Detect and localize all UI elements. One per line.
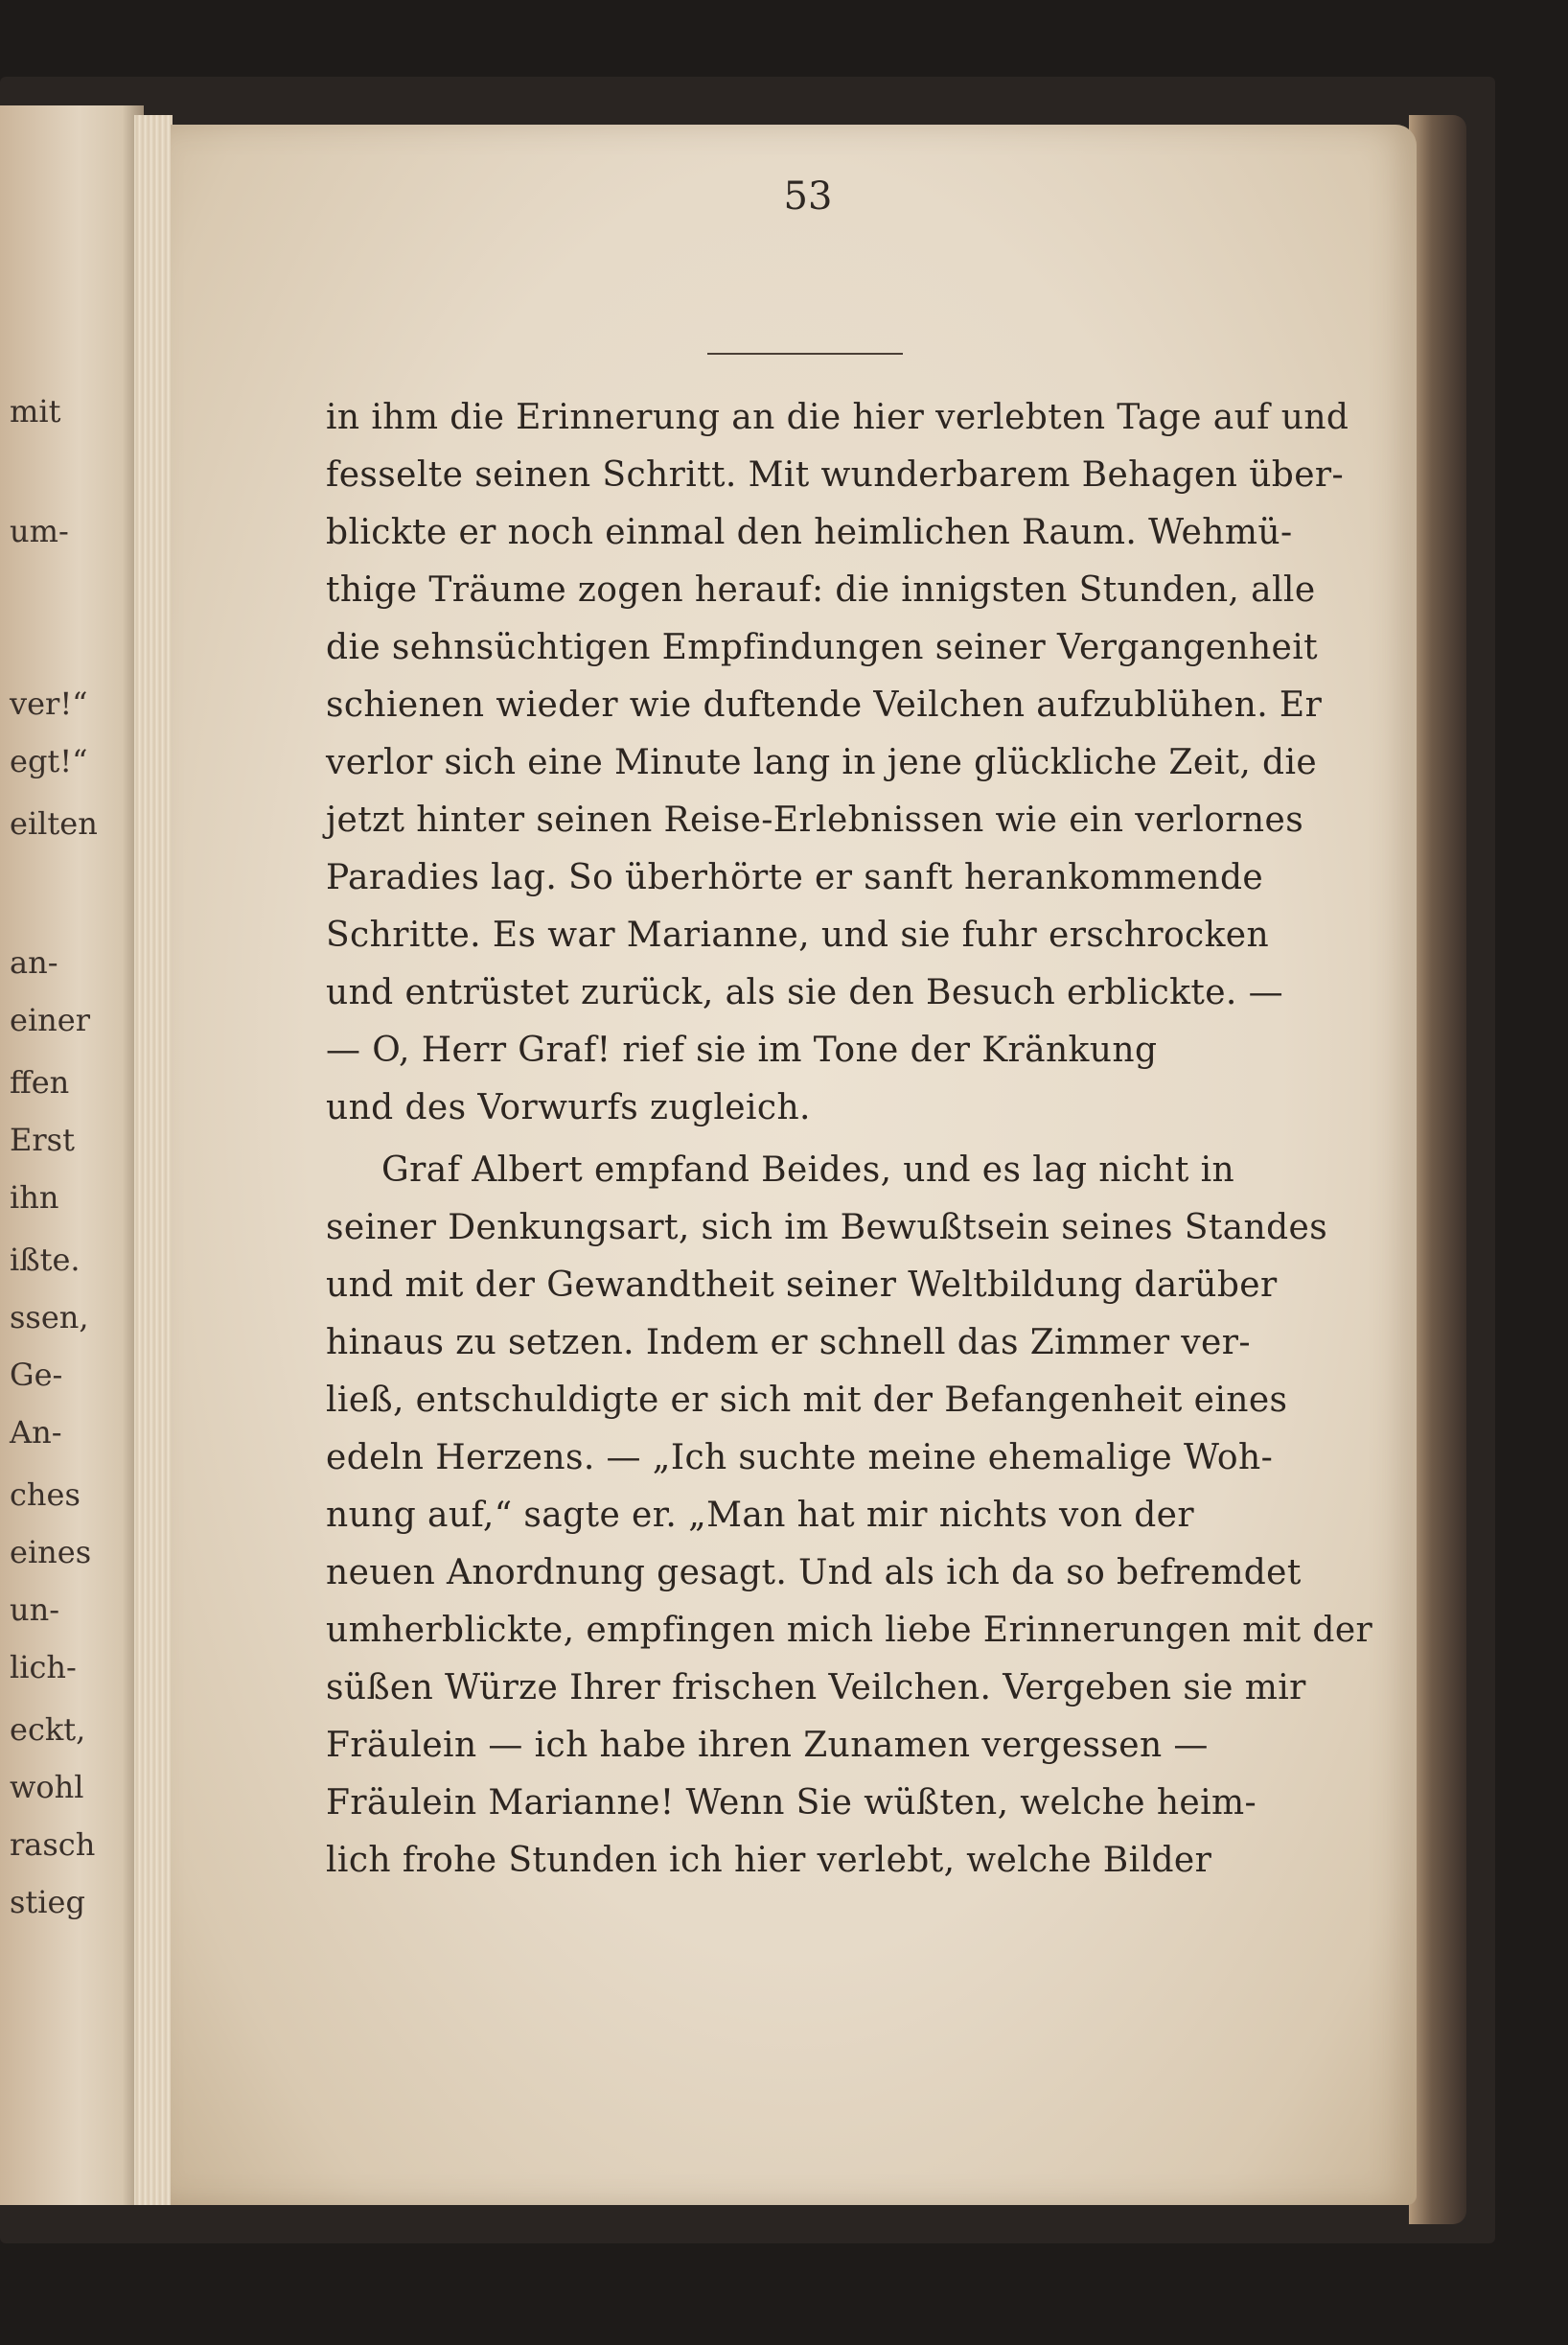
text-line: thige Träume zogen herauf: die innigsten Stunden, alle <box>326 570 1316 610</box>
text-line: und mit der Gewandtheit seiner Weltbildung darüber <box>326 1265 1278 1305</box>
left-fragment: eilten <box>10 805 98 842</box>
text-line: jetzt hinter seinen Reise-Erlebnissen wie ein verlornes <box>326 801 1304 840</box>
left-fragment: ver!“ <box>10 685 88 722</box>
page-number-rule <box>707 353 903 355</box>
left-fragment: un- <box>10 1591 60 1628</box>
book-cover-edge <box>1409 115 1466 2224</box>
left-fragment: ssen, <box>10 1299 89 1335</box>
text-line: Paradies lag. So überhörte er sanft herankommende <box>326 858 1264 897</box>
text-line: und entrüstet zurück, als sie den Besuch erblickte. — <box>326 973 1284 1012</box>
left-fragment: ffen <box>10 1064 70 1101</box>
text-line: lich frohe Stunden ich hier verlebt, welche Bilder <box>326 1841 1212 1880</box>
left-fragment: Ge- <box>10 1357 63 1393</box>
text-line: Graf Albert empfand Beides, und es lag nicht in <box>381 1150 1235 1190</box>
left-fragment: eckt, <box>10 1711 86 1748</box>
text-line: verlor sich eine Minute lang in jene glückliche Zeit, die <box>326 743 1318 782</box>
text-line: neuen Anordnung gesagt. Und als ich da so befremdet <box>326 1553 1302 1592</box>
text-line: ließ, entschuldigte er sich mit der Befangenheit eines <box>326 1381 1288 1420</box>
text-line: nung auf,“ sagte er. „Man hat mir nichts von der <box>326 1496 1194 1535</box>
text-line: edeln Herzens. — „Ich suchte meine ehemalige Woh- <box>326 1438 1274 1477</box>
left-fragment: lich- <box>10 1649 77 1685</box>
text-line: Schritte. Es war Marianne, und sie fuhr erschrocken <box>326 916 1270 955</box>
page-edges <box>134 115 173 2205</box>
text-line: schienen wieder wie duftende Veilchen aufzublühen. Er <box>326 685 1323 725</box>
left-fragment: ihn <box>10 1179 59 1216</box>
left-fragment: ches <box>10 1476 81 1513</box>
text-line: süßen Würze Ihrer frischen Veilchen. Vergeben sie mir <box>326 1668 1306 1707</box>
text-line: in ihm die Erinnerung an die hier verlebten Tage auf und <box>326 398 1349 437</box>
text-line: Fräulein — ich habe ihren Zunamen vergessen — <box>326 1726 1209 1765</box>
text-line: fesselte seinen Schritt. Mit wunderbarem Behagen über- <box>326 455 1345 495</box>
text-line: blickte er noch einmal den heimlichen Raum. Wehmü- <box>326 513 1293 552</box>
left-fragment: mit <box>10 393 61 430</box>
page-number: 53 <box>783 174 833 219</box>
left-fragment: Erst <box>10 1122 75 1158</box>
text-line: die sehnsüchtigen Empfindungen seiner Vergangenheit <box>326 628 1319 667</box>
text-line: Fräulein Marianne! Wenn Sie wüßten, welche heim- <box>326 1783 1257 1823</box>
left-fragment: eines <box>10 1534 92 1570</box>
left-fragment: ißte. <box>10 1242 81 1278</box>
left-fragment: um- <box>10 513 69 549</box>
left-fragment: rasch <box>10 1826 96 1863</box>
text-line: — O, Herr Graf! rief sie im Tone der Kränkung <box>326 1031 1158 1070</box>
text-line: und des Vorwurfs zugleich. <box>326 1088 811 1127</box>
text-line: hinaus zu setzen. Indem er schnell das Zimmer ver- <box>326 1323 1251 1362</box>
left-fragment: An- <box>10 1414 62 1451</box>
left-fragment: einer <box>10 1002 91 1038</box>
left-fragment: an- <box>10 944 58 981</box>
text-line: seiner Denkungsart, sich im Bewußtsein seines Standes <box>326 1208 1328 1247</box>
left-fragment: wohl <box>10 1769 84 1805</box>
text-line: umherblickte, empfingen mich liebe Erinnerungen mit der <box>326 1611 1373 1650</box>
left-page-edge <box>0 105 144 2205</box>
left-fragment: egt!“ <box>10 743 88 779</box>
left-fragment: stieg <box>10 1884 85 1920</box>
